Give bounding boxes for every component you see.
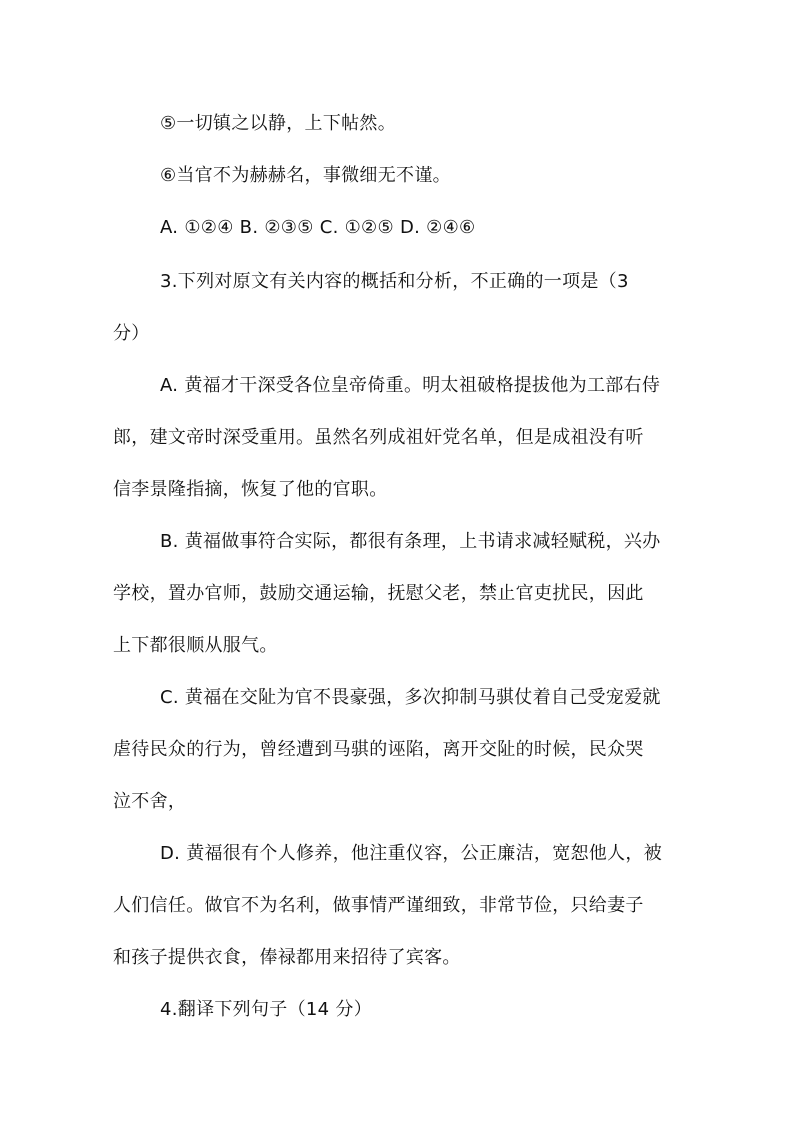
q3-option-b: B. 黄福做事符合实际，都很有条理，上书请求减轻赋税，兴办: [160, 531, 661, 552]
question-3-stem-cont: 分）: [113, 323, 150, 344]
q3-option-b-cont: 学校，置办官师，鼓励交通运输，抚慰父老，禁止官吏扰民，因此: [113, 583, 644, 604]
option-line-6: ⑥当官不为赫赫名，事微细无不谨。: [160, 165, 451, 186]
answer-choices-q2: A. ①②④ B. ②③⑤ C. ①②⑤ D. ②④⑥: [160, 217, 476, 238]
q3-option-d-cont: 人们信任。做官不为名利，做事情严谨细致，非常节俭，只给妻子: [113, 895, 644, 916]
q3-option-a-cont: 信李景隆指摘，恢复了他的官职。: [113, 479, 388, 500]
q3-option-a: A. 黄福才干深受各位皇帝倚重。明太祖破格提拔他为工部右侍: [160, 375, 661, 396]
q3-option-c-cont: 虐待民众的行为，曾经遭到马骐的诬陷，离开交阯的时候，民众哭: [113, 739, 644, 760]
q3-option-b-cont: 上下都很顺从服气。: [113, 635, 278, 656]
q3-option-a-cont: 郎，建文帝时深受重用。虽然名列成祖奸党名单，但是成祖没有听: [113, 427, 644, 448]
q3-option-d: D. 黄福很有个人修养，他注重仪容，公正廉洁，宽恕他人，被: [160, 843, 663, 864]
question-4-stem: 4.翻译下列句子（14 分）: [160, 999, 372, 1020]
option-line-5: ⑤一切镇之以静，上下帖然。: [160, 113, 397, 134]
q3-option-c: C. 黄福在交阯为官不畏豪强，多次抑制马骐仗着自己受宠爱就: [160, 687, 661, 708]
q3-option-d-cont: 和孩子提供衣食，俸禄都用来招待了宾客。: [113, 947, 461, 968]
question-3-stem: 3.下列对原文有关内容的概括和分析，不正确的一项是（3: [160, 271, 629, 292]
q3-option-c-cont: 泣不舍，: [113, 791, 187, 812]
